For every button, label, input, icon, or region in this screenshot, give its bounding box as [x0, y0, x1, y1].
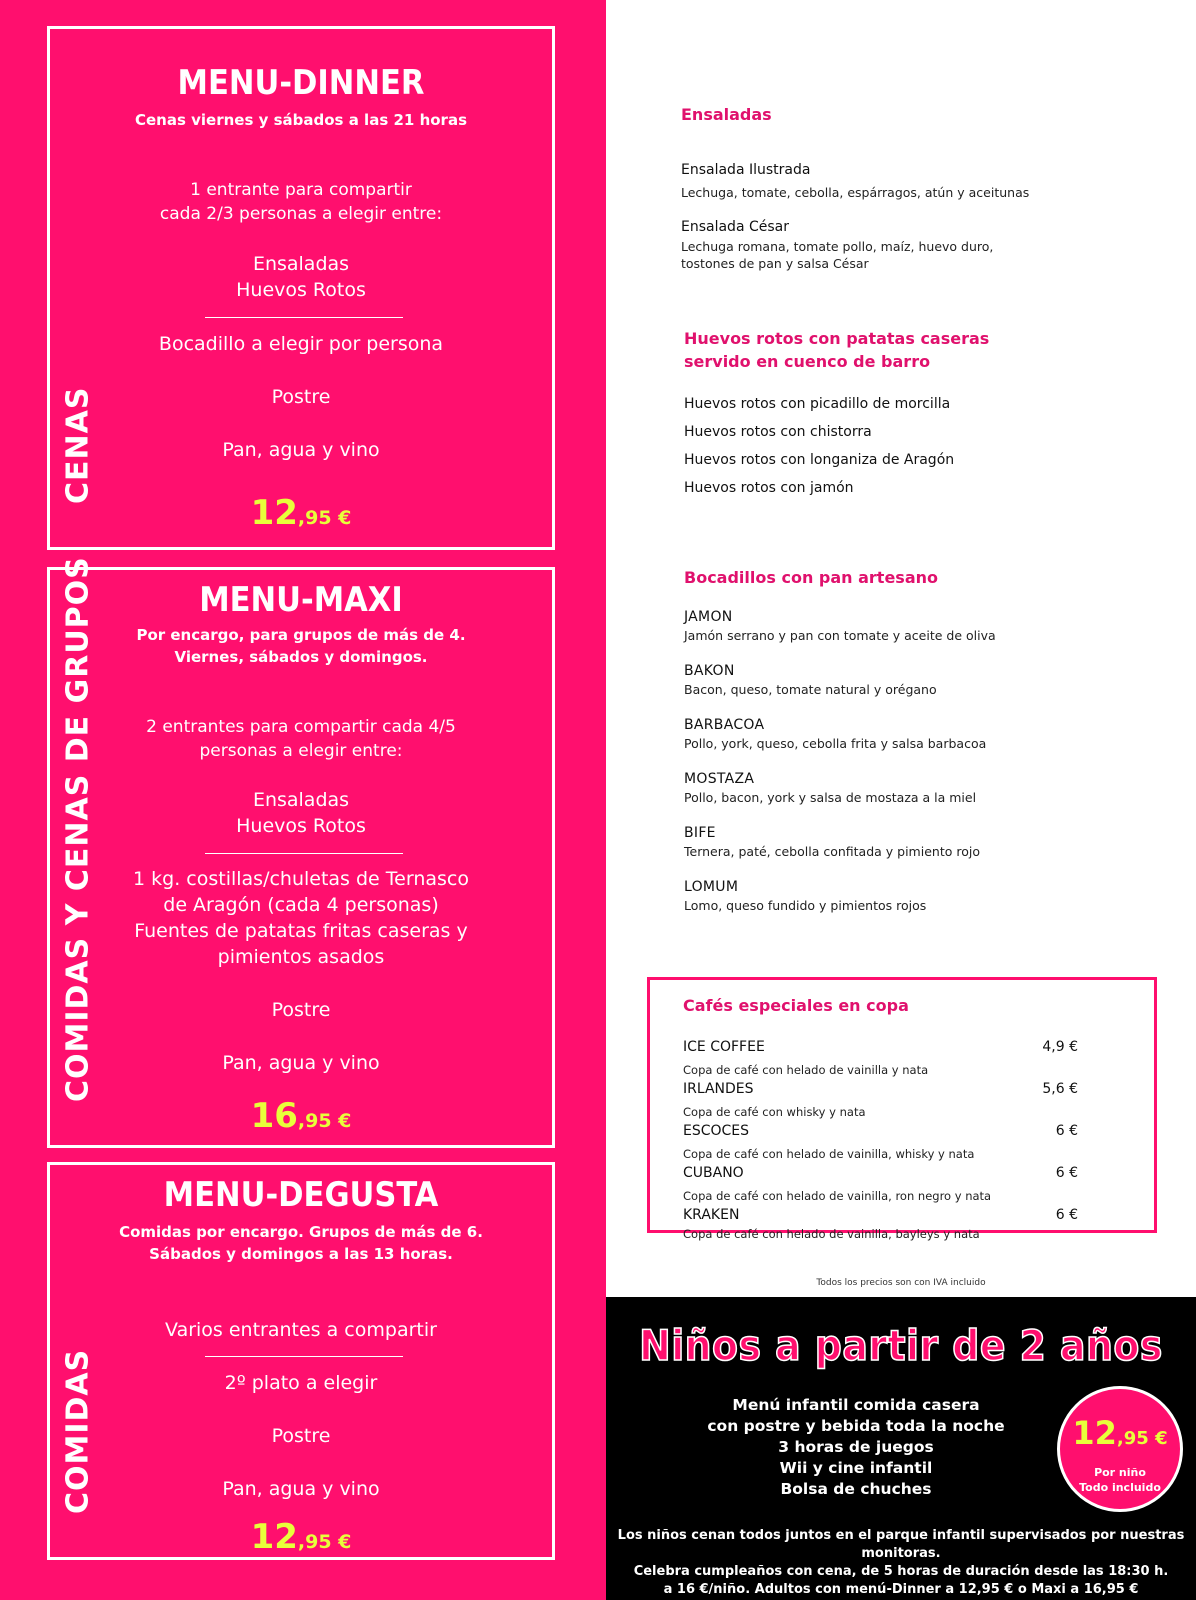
ensalada-name: Ensalada Ilustrada [681, 162, 811, 178]
menu-maxi-option-2: Huevos Rotos [236, 815, 366, 837]
menu-maxi-title: MENU-MAXI [199, 580, 403, 620]
price-decimal: ,95 € [297, 1531, 352, 1553]
huevos-item: Huevos rotos con chistorra [684, 424, 872, 440]
huevos-title-2: servido en cuenco de barro [684, 352, 931, 371]
menu-maxi-subtitle-2: Viernes, sábados y domingos. [174, 648, 428, 666]
huevos-item: Huevos rotos con longaniza de Aragón [684, 452, 955, 468]
menu-maxi-intro-1: 2 entrantes para compartir cada 4/5 [146, 717, 456, 737]
menu-degusta-starters: Varios entrantes a compartir [165, 1319, 437, 1341]
bocadillo-desc: Pollo, bacon, york y salsa de mostaza a la miel [684, 790, 977, 805]
side-label-grupos: COMIDAS Y CENAS DE GRUPOS [60, 556, 96, 1102]
cafe-desc: Copa de café con helado de vainilla, bayleys y nata [683, 1227, 980, 1241]
kids-footer-1: Los niños cenan todos juntos en el parque infantil supervisados por nuestras monitoras. [617, 1528, 1185, 1561]
kids-line: con postre y bebida toda la noche [707, 1417, 1005, 1435]
kids-list [706, 1395, 1006, 1500]
cafe-name: IRLANDES [683, 1081, 754, 1097]
menu-dinner-option-2: Huevos Rotos [236, 279, 366, 301]
cafe-name: CUBANO [683, 1165, 744, 1181]
divider [205, 853, 403, 854]
side-label-comidas: COMIDAS [60, 1348, 96, 1514]
cafe-desc: Copa de café con whisky y nata [683, 1105, 866, 1119]
menu-maxi-dessert: Postre [271, 999, 331, 1021]
divider [205, 317, 403, 318]
cafe-price: 5,6 € [1042, 1081, 1078, 1097]
ensalada-desc: Lechuga, tomate, cebolla, espárragos, atún y aceitunas [681, 185, 1030, 200]
bocadillo-desc: Jamón serrano y pan con tomate y aceite de oliva [684, 628, 996, 643]
menu-maxi-main-1: 1 kg. costillas/chuletas de Ternasco [133, 868, 469, 890]
price-integer: 12 [250, 1517, 298, 1557]
huevos-title-1: Huevos rotos con patatas caseras [684, 329, 990, 348]
menu-dinner-intro-1: 1 entrante para compartir [190, 180, 412, 200]
menu-degusta-subtitle-1: Comidas por encargo. Grupos de más de 6. [119, 1223, 483, 1241]
menu-maxi-main-2: de Aragón (cada 4 personas) [163, 894, 439, 916]
cafes-title: Cafés especiales en copa [683, 996, 909, 1015]
kids-footer-3: a 16 €/niño. Adultos con menú-Dinner a 12,95 € o Maxi a 16,95 € [663, 1582, 1139, 1597]
menu-dinner-panel [47, 26, 555, 550]
kids-line: 3 horas de juegos [778, 1438, 934, 1456]
menu-degusta-price [50, 1517, 552, 1557]
menu-dinner-option-1: Ensaladas [252, 253, 350, 275]
bocadillo-name: BAKON [684, 663, 735, 679]
menu-dinner-main: Bocadillo a elegir por persona [158, 333, 444, 355]
cafe-price: 4,9 € [1042, 1039, 1078, 1055]
menu-degusta-panel [47, 1162, 555, 1560]
cafe-price: 6 € [1055, 1207, 1078, 1223]
ensaladas-title: Ensaladas [681, 105, 772, 124]
badge-note-1: Por niño [1094, 1466, 1146, 1479]
badge-note [1060, 1465, 1180, 1495]
bocadillo-name: LOMUM [684, 879, 739, 895]
menu-dinner-intro-2: cada 2/3 personas a elegir entre: [159, 204, 443, 224]
menu-degusta-main: 2º plato a elegir [224, 1372, 378, 1394]
price-integer: 12 [250, 493, 298, 533]
ensalada-desc: tostones de pan y salsa César [681, 256, 869, 271]
divider [205, 1356, 403, 1357]
ensalada-name: Ensalada César [681, 219, 789, 235]
iva-note: Todos los precios son con IVA incluido [816, 1278, 986, 1288]
kids-line: Bolsa de chuches [780, 1480, 932, 1498]
menu-maxi-main-3: Fuentes de patatas fritas caseras y [134, 920, 468, 942]
menu-dinner-extras: Pan, agua y vino [222, 439, 380, 461]
bocadillo-name: BARBACOA [684, 717, 765, 733]
kids-line: Menú infantil comida casera [732, 1396, 980, 1414]
kids-footer [616, 1527, 1186, 1599]
menu-maxi-option-1: Ensaladas [252, 789, 350, 811]
menu-maxi-intro-2: personas a elegir entre: [199, 741, 403, 761]
kids-footer-2: Celebra cumpleaños con cena, de 5 horas de duración desde las 18:30 h. [633, 1564, 1169, 1579]
price-decimal: ,95 € [1116, 1428, 1168, 1449]
huevos-item: Huevos rotos con picadillo de morcilla [684, 396, 951, 412]
cafe-desc: Copa de café con helado de vainilla y nata [683, 1063, 929, 1077]
cafe-desc: Copa de café con helado de vainilla, whisky y nata [683, 1147, 975, 1161]
cafe-desc: Copa de café con helado de vainilla, ron negro y nata [683, 1189, 992, 1203]
bocadillo-name: JAMON [684, 609, 733, 625]
side-label-cenas: CENAS [60, 386, 96, 504]
kids-line: Wii y cine infantil [779, 1459, 933, 1477]
cafe-price: 6 € [1055, 1123, 1078, 1139]
menu-degusta-subtitle-2: Sábados y domingos a las 13 horas. [149, 1245, 453, 1263]
price-integer: 16 [250, 1096, 298, 1136]
menu-maxi-panel [47, 556, 555, 1148]
ensalada-desc: Lechuga romana, tomate pollo, maíz, huevo duro, [681, 239, 994, 254]
bocadillo-desc: Pollo, york, queso, cebolla frita y salsa barbacoa [684, 736, 987, 751]
menu-degusta-dessert: Postre [271, 1425, 331, 1447]
menu-dinner-dessert: Postre [271, 386, 331, 408]
bocadillo-name: BIFE [684, 825, 716, 841]
bocadillo-desc: Lomo, queso fundido y pimientos rojos [684, 898, 927, 913]
kids-section [606, 1297, 1196, 1600]
badge-note-2: Todo incluido [1079, 1481, 1161, 1494]
cafe-name: ESCOCES [683, 1123, 750, 1139]
price-decimal: ,95 € [297, 507, 352, 529]
menu-dinner-price [50, 493, 552, 533]
cafe-name: KRAKEN [683, 1207, 740, 1223]
kids-price-badge [1057, 1386, 1183, 1512]
menu-maxi-subtitle-1: Por encargo, para grupos de más de 4. [136, 626, 466, 644]
cafe-name: ICE COFFEE [683, 1039, 765, 1055]
menu-dinner-title: MENU-DINNER [177, 63, 425, 103]
menu-dinner-subtitle: Cenas viernes y sábados a las 21 horas [134, 111, 467, 129]
menu-degusta-extras: Pan, agua y vino [222, 1478, 380, 1500]
bocadillos-title: Bocadillos con pan artesano [684, 568, 938, 587]
price-decimal: ,95 € [297, 1110, 352, 1132]
kids-title: Niños a partir de 2 años [639, 1321, 1163, 1370]
menu-maxi-price [50, 1096, 552, 1136]
bocadillo-name: MOSTAZA [684, 771, 755, 787]
badge-price [1060, 1414, 1180, 1452]
price-integer: 12 [1072, 1414, 1117, 1452]
cafe-price: 6 € [1055, 1165, 1078, 1181]
bocadillo-desc: Bacon, queso, tomate natural y orégano [684, 682, 937, 697]
huevos-item: Huevos rotos con jamón [684, 480, 854, 496]
bocadillo-desc: Ternera, paté, cebolla confitada y pimiento rojo [684, 844, 980, 859]
menu-maxi-extras: Pan, agua y vino [222, 1052, 380, 1074]
menu-degusta-title: MENU-DEGUSTA [163, 1175, 439, 1215]
menu-maxi-main-4: pimientos asados [217, 946, 385, 968]
